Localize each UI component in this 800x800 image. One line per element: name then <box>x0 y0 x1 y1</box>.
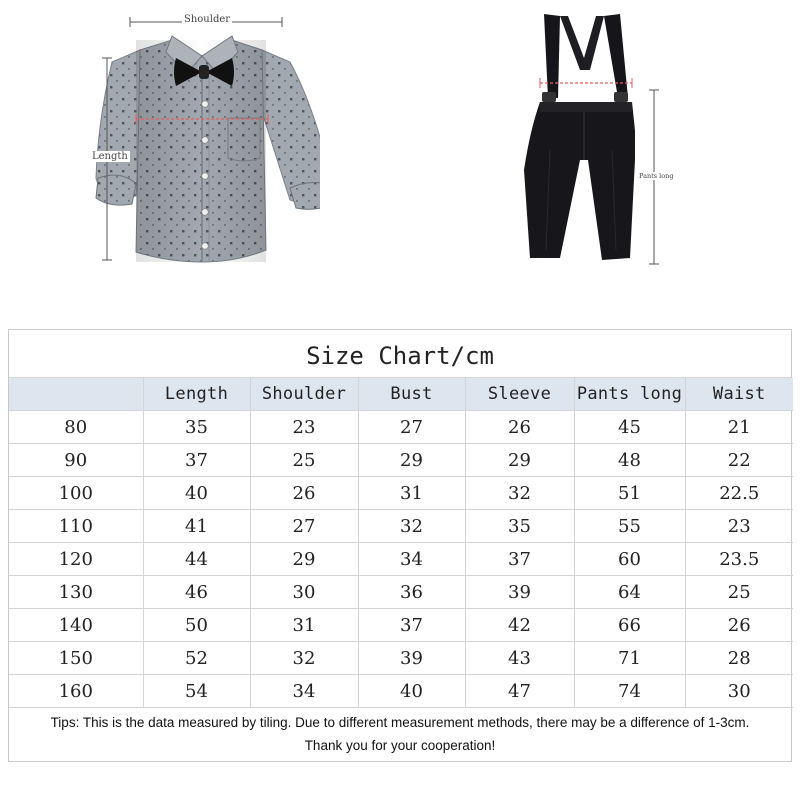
table-cell: 40 <box>358 675 465 708</box>
table-cell: 22 <box>685 444 793 477</box>
waist-measure-line <box>538 78 634 88</box>
table-cell: 60 <box>574 543 685 576</box>
table-cell: 71 <box>574 642 685 675</box>
tips-note: Tips: This is the data measured by tiling. Due to different measurement methods, there may be a difference of 1-3cm. Thank you for your cooperation! <box>50 715 750 753</box>
size-table <box>9 378 793 708</box>
table-cell: 37 <box>143 444 250 477</box>
table-cell: 21 <box>685 411 793 444</box>
table-cell: 26 <box>250 477 358 510</box>
table-cell: 43 <box>465 642 574 675</box>
table-cell: 55 <box>574 510 685 543</box>
bow-tie-icon <box>172 52 236 92</box>
table-cell: 44 <box>143 543 250 576</box>
table-row <box>9 576 793 609</box>
table-cell: 120 <box>9 543 143 576</box>
table-cell: 28 <box>685 642 793 675</box>
column-header: Bust <box>358 378 465 411</box>
table-cell: 39 <box>465 576 574 609</box>
table-cell: 46 <box>143 576 250 609</box>
table-row <box>9 675 793 708</box>
table-cell: 31 <box>358 477 465 510</box>
table-cell: 30 <box>250 576 358 609</box>
chart-title: Size Chart/cm <box>9 330 791 378</box>
table-cell: 29 <box>465 444 574 477</box>
table-cell: 27 <box>358 411 465 444</box>
table-cell: 36 <box>358 576 465 609</box>
table-cell: 42 <box>465 609 574 642</box>
table-cell: 74 <box>574 675 685 708</box>
table-row <box>9 411 793 444</box>
table-cell: 45 <box>574 411 685 444</box>
table-cell: 25 <box>250 444 358 477</box>
table-row <box>9 444 793 477</box>
length-label: Length <box>92 151 128 162</box>
table-cell: 37 <box>465 543 574 576</box>
column-header: Length <box>143 378 250 411</box>
table-cell: 35 <box>465 510 574 543</box>
table-cell: 25 <box>685 576 793 609</box>
bust-measure-line <box>134 114 270 124</box>
table-cell: 29 <box>250 543 358 576</box>
table-cell: 150 <box>9 642 143 675</box>
table-cell: 22.5 <box>685 477 793 510</box>
table-cell: 160 <box>9 675 143 708</box>
table-cell: 66 <box>574 609 685 642</box>
table-cell: 39 <box>358 642 465 675</box>
table-row <box>9 642 793 675</box>
column-header: Waist <box>685 378 793 411</box>
table-cell: 140 <box>9 609 143 642</box>
table-cell: 90 <box>9 444 143 477</box>
shoulder-label: Shoulder <box>184 14 231 25</box>
size-chart <box>8 329 792 762</box>
column-header: Sleeve <box>465 378 574 411</box>
table-cell: 48 <box>574 444 685 477</box>
table-cell: 32 <box>250 642 358 675</box>
table-cell: 130 <box>9 576 143 609</box>
table-cell: 40 <box>143 477 250 510</box>
table-cell: 35 <box>143 411 250 444</box>
table-cell: 34 <box>250 675 358 708</box>
table-cell: 23 <box>685 510 793 543</box>
pants-illustration <box>515 8 635 268</box>
table-row <box>9 609 793 642</box>
table-cell: 64 <box>574 576 685 609</box>
table-cell: 51 <box>574 477 685 510</box>
table-cell: 31 <box>250 609 358 642</box>
header-row <box>9 378 793 411</box>
column-header <box>9 378 143 411</box>
table-cell: 32 <box>465 477 574 510</box>
table-cell: 37 <box>358 609 465 642</box>
table-row <box>9 543 793 576</box>
table-cell: 54 <box>143 675 250 708</box>
column-header: Shoulder <box>250 378 358 411</box>
table-cell: 50 <box>143 609 250 642</box>
pants-long-label: Pants long <box>639 172 674 180</box>
garment-illustrations <box>0 0 800 310</box>
table-cell: 29 <box>358 444 465 477</box>
column-header: Pants long <box>574 378 685 411</box>
table-row <box>9 510 793 543</box>
table-cell: 110 <box>9 510 143 543</box>
table-cell: 41 <box>143 510 250 543</box>
table-cell: 34 <box>358 543 465 576</box>
table-cell: 32 <box>358 510 465 543</box>
table-cell: 80 <box>9 411 143 444</box>
table-cell: 26 <box>685 609 793 642</box>
shirt-illustration <box>80 10 320 280</box>
table-cell: 23 <box>250 411 358 444</box>
table-cell: 100 <box>9 477 143 510</box>
table-cell: 47 <box>465 675 574 708</box>
table-cell: 30 <box>685 675 793 708</box>
table-cell: 23.5 <box>685 543 793 576</box>
table-cell: 52 <box>143 642 250 675</box>
table-cell: 27 <box>250 510 358 543</box>
table-row <box>9 477 793 510</box>
table-cell: 26 <box>465 411 574 444</box>
